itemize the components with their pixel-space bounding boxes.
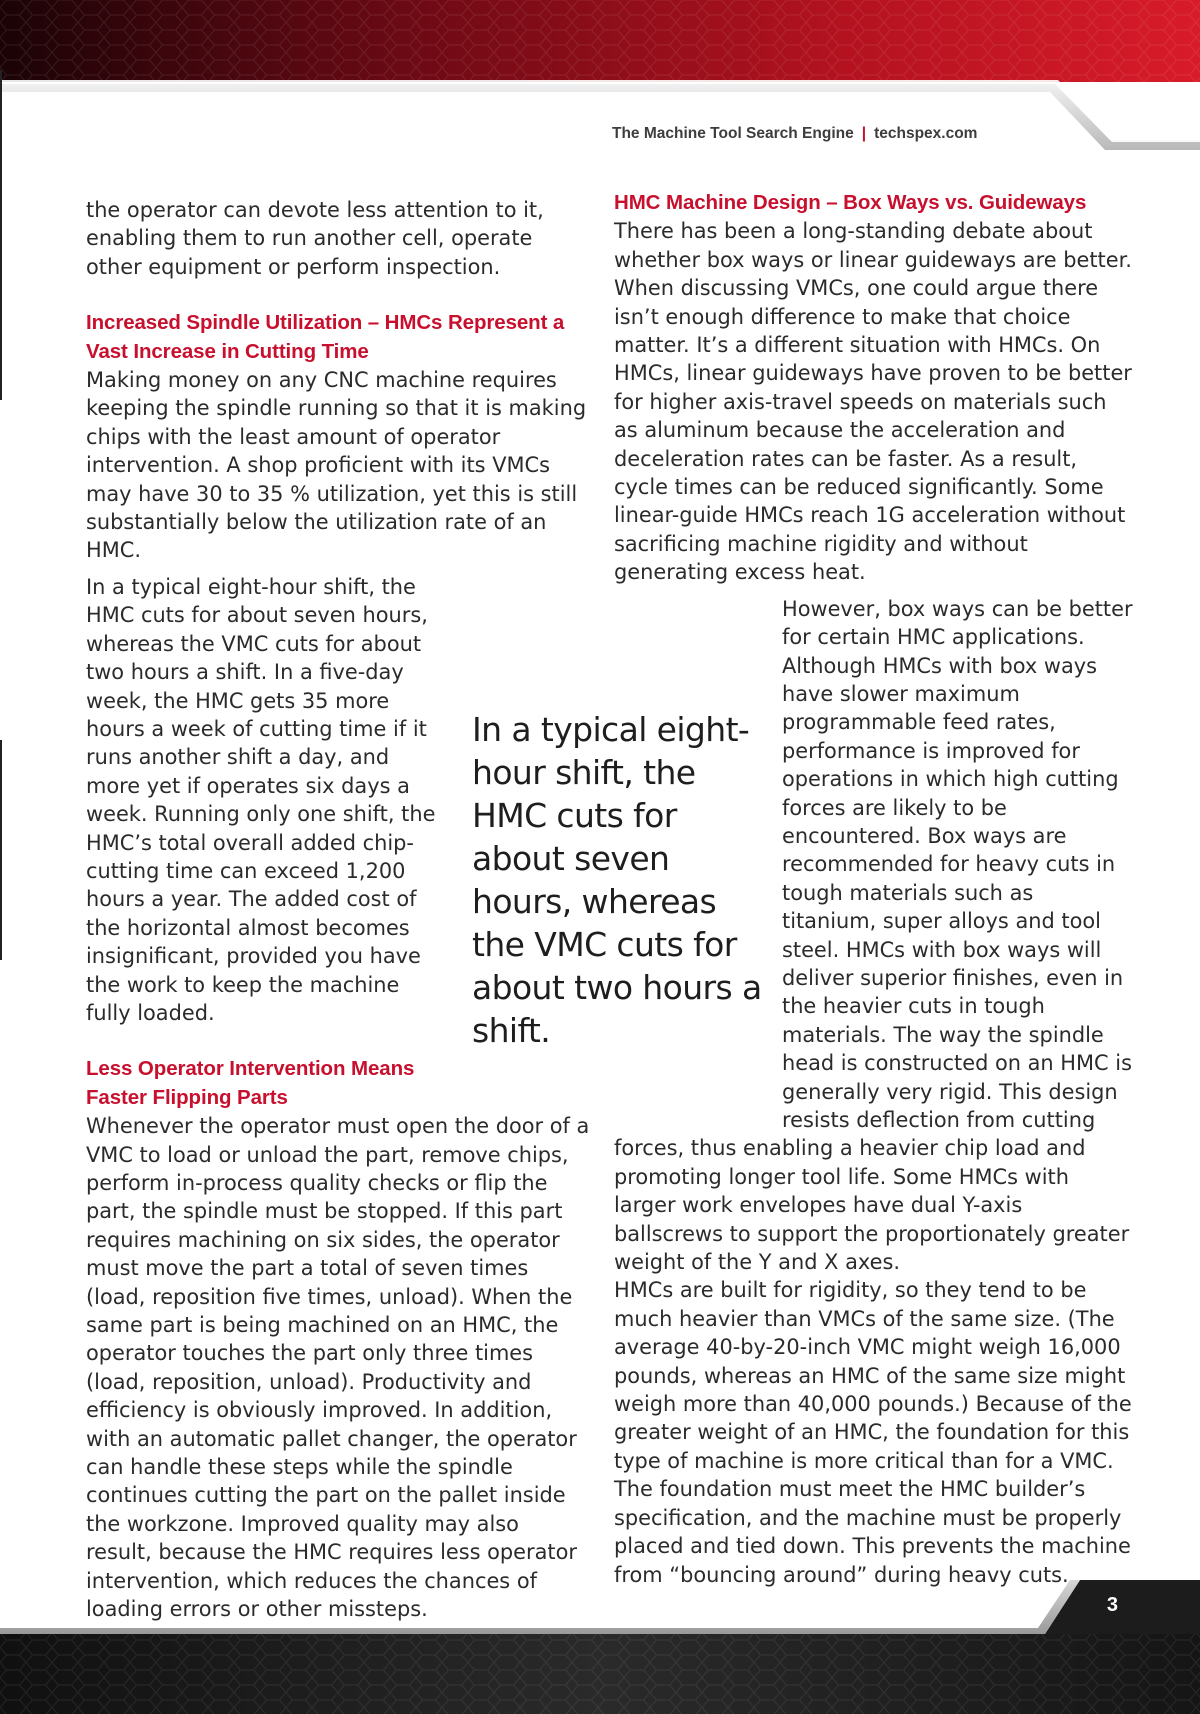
paragraph-wrap [614,595,1134,1277]
pull-quote-spacer [614,680,782,1107]
side-fold-mark [0,740,2,960]
body-paragraph: HMCs are built for rigidity, so they tend to be much heavier than VMCs of the same size. (The average 40-by-20-inch VMC might weigh 16,000 pounds, whereas an HMC of the same size might weigh more than 40,000 pounds.) Because of the greater weight of an HMC, the foundation for this type of machine is more critical than for a VMC. The foundation must meet the HMC builder’s specification, and the machine must be properly placed and tied down. This prevents the machine from “bouncing around” during heavy cuts. [614,1278,1132,1587]
running-head [612,125,977,143]
section-heading-spindle-utilization: Increased Spindle Utilization – HMCs Represent a Vast Increase in Cutting Time [86,311,565,363]
section-heading-box-ways: HMC Machine Design – Box Ways vs. Guideways [614,191,1087,214]
body-paragraph: In a typical eight-hour shift, the HMC cuts for about seven hours, whereas the VMC cuts for about two hours a shift. In a five-day week, the HMC gets 35 more hours a week of cutting time if it runs another shift a day, and more yet if operates six days a week. Running only one shift, the HMC’s total overall added chip-cutting time can exceed 1,200 hours a year. The added cost of the horizontal almost becomes insignificant, provided you have the work to keep the machine fully loaded. [86,574,436,1025]
running-head-separator: | [861,125,867,142]
footer-band [0,1580,1200,1714]
running-head-tagline: The Machine Tool Search Engine [612,125,854,142]
body-paragraph: There has been a long-standing debate about whether box ways or linear guideways are better. When discussing VMCs, one could argue there isn’t enough difference to make that choice matter. It’s a different situation with HMCs. On HMCs, linear guideways have proven to be better for higher axis-travel speeds on materials such as aluminum because the acceleration and deceleration rates can be faster. As a result, cycle times can be reduced significantly. Some linear-guide HMCs reach 1G acceleration without sacrificing machine rigidity and without generating excess heat. [614,219,1132,585]
body-paragraph: Making money on any CNC machine requires keeping the spindle running so that it is making chips with the least amount of operator intervention. A shop proficient with its VMCs may have 30 to 35 % utilization, yet this is still substantially below the utilization rate of an HMC. [86,368,587,563]
side-fold-mark [0,70,2,400]
header-background [0,0,1200,150]
section-heading-operator-intervention: Less Operator Intervention Means Faster Flipping Parts [86,1057,415,1109]
body-paragraph: However, box ways can be better for certain HMC applications. Although HMCs with box ways have slower maximum programmable feed rates, performance is improved for operations in which high cutting forces are likely to be encountered. Box ways are recommended for heavy cuts in tough materials such as titanium, super alloys and tool steel. HMCs with box ways will deliver superior finishes, even in the heavier cuts in tough materials. The way the spindle head is constructed on an HMC is generally very rigid. This design resists deflection from cutting forces, thus enabling a heavier chip load and promoting longer tool life. Some HMCs with larger work envelopes have dual Y-axis ballscrews to support the proportionately greater weight of the Y and X axes. [614,596,1133,1275]
intro-paragraph: the operator can devote less attention to it, enabling them to run another cell, operate other equipment or perform inspection. [86,198,544,279]
footer-background [0,1580,1200,1714]
header-band [0,0,1200,150]
body-paragraph: Whenever the operator must open the door of a VMC to load or unload the part, remove chips, perform in-process quality checks or flip the part, the spindle must be stopped. If this part requires machining on six sides, the operator must move the part a total of seven times (load, reposition five times, unload). When the same part is being machined on an HMC, the operator touches the part only three times (load, reposition, unload). Productivity and efficiency is obviously improved. In addition, with an automatic pallet changer, the operator can handle these steps while the spindle continues cutting the part on the pallet inside the workzone. Improved quality may also result, because the HMC requires less operator intervention, which reduces the chances of loading errors or other missteps. [86,1114,590,1622]
right-column [614,189,1134,1589]
page-number: 3 [1106,1594,1118,1616]
pull-quote: In a typical eight-hour shift, the HMC cuts for about seven hours, whereas the VMC cuts for about two hours a shift. [472,710,762,1050]
running-head-site: techspex.com [874,125,978,142]
